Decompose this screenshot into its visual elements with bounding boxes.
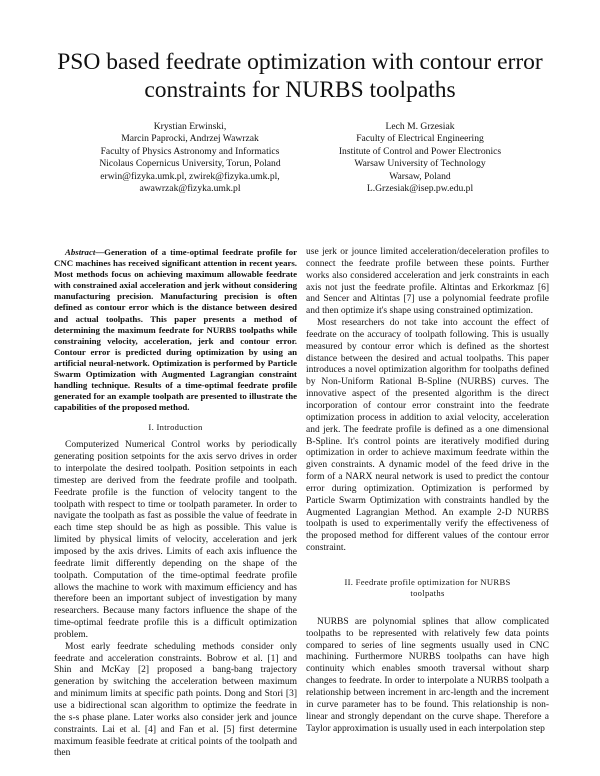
left-column [54,247,297,760]
section-2-heading-line-1: II. Feedrate profile optimization for NURBS [344,576,511,587]
abstract [54,247,297,413]
title-line-1: PSO based feedrate optimization with contour error [57,49,543,75]
author-1-line-4: Nicolaus Copernicus University, Torun, Poland [99,158,281,170]
intro-paragraph-3: Most researchers do not take into account the effect of feedrate on the accuracy of toolpath following. This is usually measured by contour error which is defined as the shortest distance between the desired and actual toolpaths. This paper introduces a novel optimization algorithm for toolpaths defined by Non-Uniform Rational B-Spline (NURBS) curves. The innovative aspect of the presented algorithm is the direct incorporation of contour error constraint into the feedrate optimization process in addition to axial velocity, acceleration and jerk. The feedrate profile is defined as a one dimensional B-Spline. It's control points are iteratively modified during optimization in order to achieve maximum feedrate within the given constraints. A dynamic model of the feed drive in the form of a NARX neural network is used to predict the contour error during optimization. Optimization is performed by Particle Swarm Optimization with constraints handled by the Augmented Lagrangian Method. An example 2-D NURBS toolpath is used to experimentally verify the effectiveness of the proposed method for different values of the contour error constraint. [306,318,549,554]
author-block-2 [300,121,540,195]
author-2-line-3: Institute of Control and Power Electronics [338,145,502,157]
paper-title [0,48,600,104]
author-2-line-4: Warsaw University of Technology [354,158,486,170]
author-2-line-6: L.Grzesiak@isep.pw.edu.pl [366,183,474,195]
intro-paragraph-1: Computerized Numerical Control works by periodically generating position setpoints for the axis servo drives in order to interpolate the desired toolpath. Position setpoints in each timestep are derived from the feedrate profile and toolpath. Feedrate profile is the function of velocity tangent to the toolpath with respect to time or toolpath parameter. In order to navigate the toolpath as fast as possible the value of feedrate in each time step should be as high as possible. This value is limited by physical limits of velocity, acceleration and jerk imposed by the axis drives. Limits of each axis influence the feedrate limit differently depending on the shape of the toolpath. Computation of the time-optimal feedrate profile allows the machine to work with maximum efficiency and has therefore been an important subject of investigation by many researchers. Because many factors influence the shape of the time-optimal feedrate profile this is a difficult optimization problem. [54,440,297,640]
author-2-line-5: Warsaw, Poland [389,170,451,182]
title-line-2: constraints for NURBS toolpaths [144,77,456,103]
author-1-line-2: Marcin Paprocki, Andrzej Wawrzak [121,133,259,145]
section-1-heading: I. Introduction [148,422,203,433]
abstract-text: —Generation of a time-optimal feedrate profile for CNC machines has received significant attention in recent years. Most methods focus on achieving maximum allowable feedrate with constrained axial acceleration and jerk without considering manufacturing precision. Manufacturing precision is often defined as contour error which is the distance between desired and actual toolpaths. This paper presents a method of determining the maximum feedrate for NURBS toolpaths while constraining velocity, acceleration, jerk and contour error. Contour error is predicted during optimization by using an artificial neural-network. Optimization is performed by Particle Swarm Optimization with Augmented Lagrangian constraint handling technique. Results of a time-optimal feedrate profile generated for an example toolpath are presented to illustrate the capabilities of the proposed method. [54,247,297,413]
section-2-heading [306,577,549,599]
author-block-1 [60,121,320,195]
intro-paragraph-2: Most early feedrate scheduling methods consider only feedrate and acceleration constraints. Bobrow et al. [1] and Shin and McKay [2] proposed a bang-bang trajectory generation by switching the acceleration between maximum and minimum limits at specific path points. Dong and Stori [3] use a bidirectional scan algorithm to optimize the feedrate in the s-s phase plane. Later works also consider jerk and jounce constraints. Lai et al. [4] and Fan et al. [5] first determine maximum feasible feedrate at critical points of the toolpath and then [54,641,297,759]
section-2-paragraph-1: NURBS are polynomial splines that allow complicated toolpaths to be represented with relatively few data points compared to series of line segments usually used in CNC machining. Furthermore NURBS toolpaths can have high continuity which enables smooth traversal without sharp changes to feedrate. In order to interpolate a NURBS toolpath a relationship between increment in arc-length and the increment in curve parameter has to be found. This relationship is non-linear and strongly dependant on the curve shape. Therefore a Taylor approximation is usually used in each interpolation step [306,616,549,734]
author-1-line-1: Krystian Erwinski, [153,121,227,132]
section-2-heading-line-2: toolpaths [410,587,445,598]
author-2-line-1: Lech M. Grzesiak [385,121,455,132]
right-column [306,247,549,735]
author-1-line-3: Faculty of Physics Astronomy and Informatics [100,145,280,157]
author-1-line-5: erwin@fizyka.umk.pl, zwirek@fizyka.umk.pl, [100,170,280,182]
abstract-label: Abstract [65,247,96,257]
author-2-line-2: Faculty of Electrical Engineering [356,133,484,145]
intro-paragraph-2-continued: use jerk or jounce limited acceleration/deceleration profiles to connect the feedrate profile between these points. Further works also considered acceleration and jerk constraints in each axis not just the feedrate profile. Altintas and Erkorkmaz [6] and Sencer and Altintas [7] use a polynomial feedrate profile and then optimize it's shape using constrained optimization. [306,247,549,317]
author-1-line-6: awawrzak@fizyka.umk.pl [139,183,241,195]
